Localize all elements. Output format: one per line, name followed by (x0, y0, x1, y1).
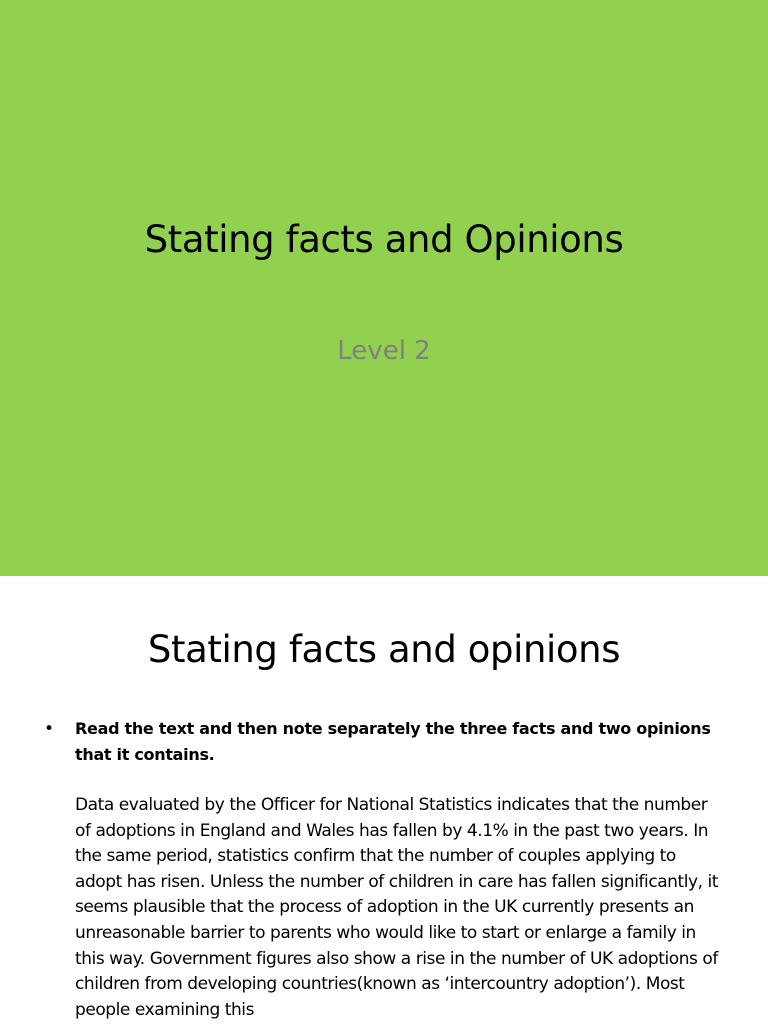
title-slide-heading: Stating facts and Opinions (144, 218, 624, 261)
bullet-point-icon: • (44, 719, 55, 739)
passage-text: Data evaluated by the Officer for National Statistics indicates that the number of adoptions in England and Wales has fallen by 4.1% in the past two years. In the same period, statistics confirm that the number of couples applying to adopt has risen. Unless the number of children in care has fallen significantly, it seems plausible that the process of adoption in the UK currently presents an unreasonable barrier to parents who would like to start or enlarge a family in this way. Government figures also show a rise in the number of UK adoptions of children from developing countries(known as ‘intercountry adoption’). Most people examining this (75, 795, 718, 1020)
instruction-text: Read the text and then note separately the three facts and two opinions that it contains. (75, 719, 711, 764)
content-slide (0, 576, 768, 1024)
content-slide-heading: Stating facts and opinions (147, 628, 621, 671)
title-slide-subtitle: Level 2 (337, 336, 431, 366)
